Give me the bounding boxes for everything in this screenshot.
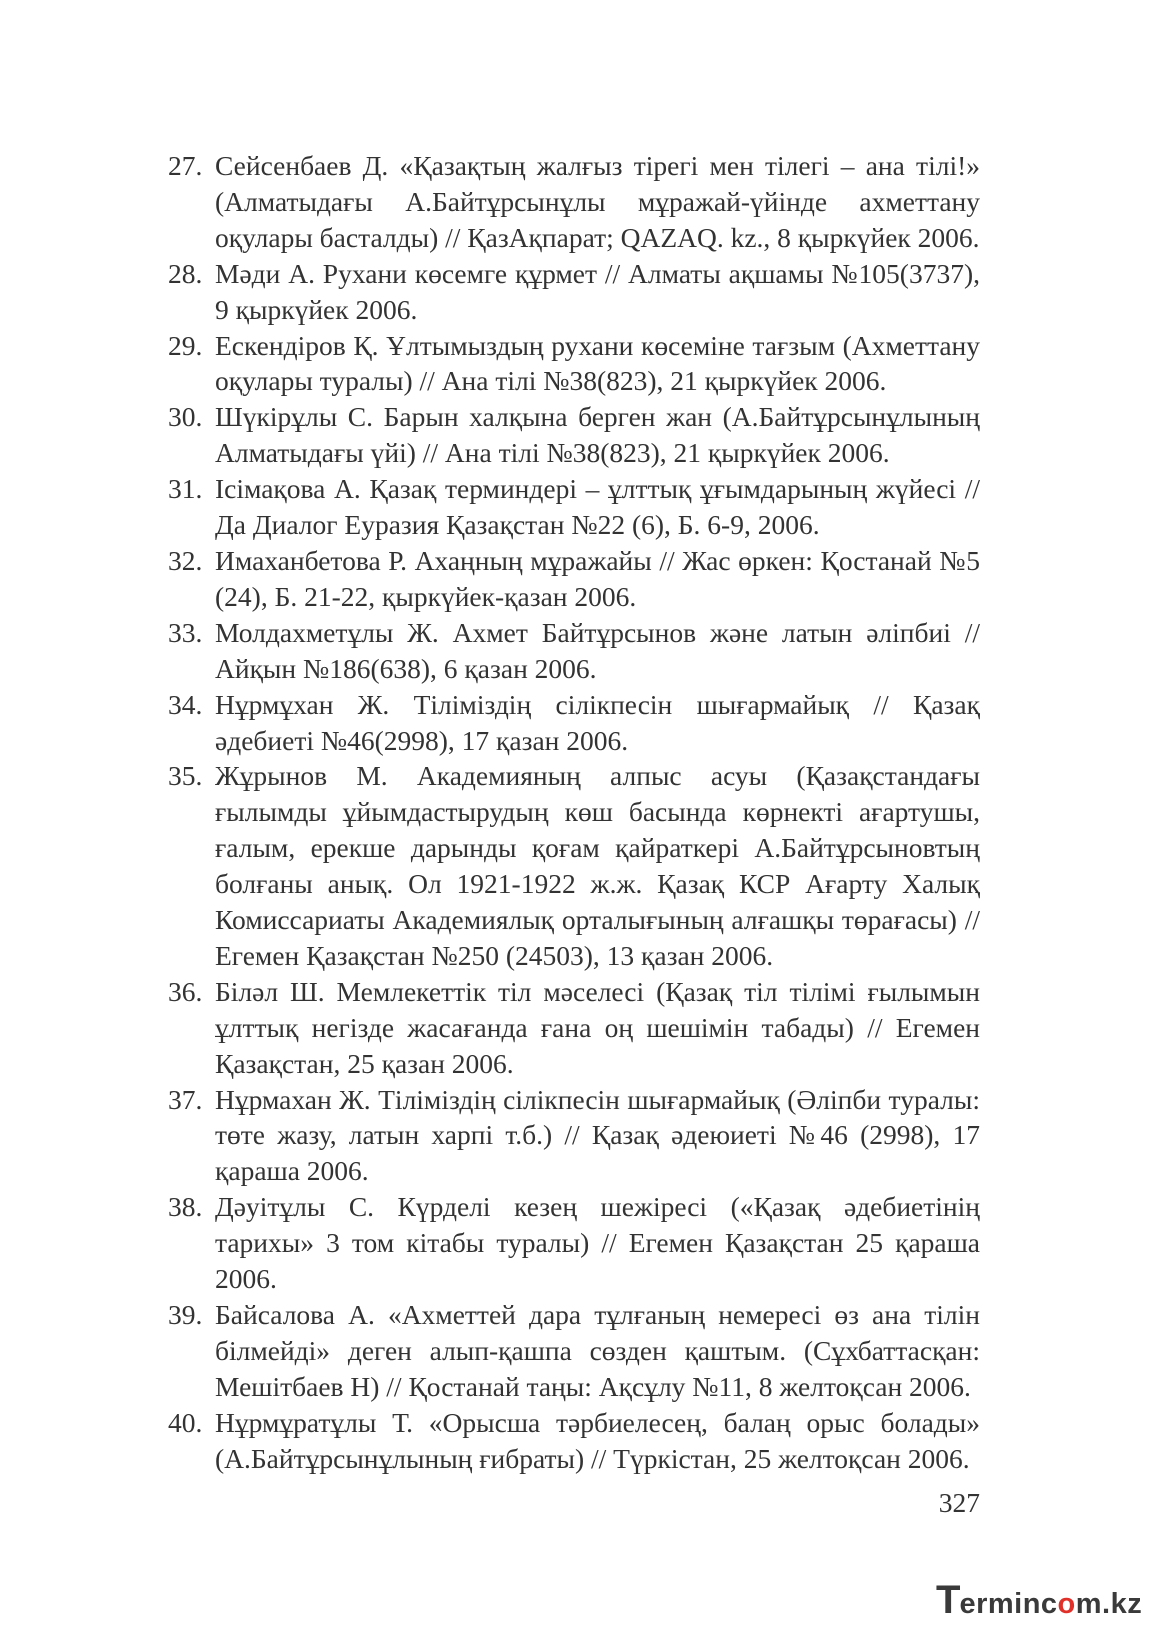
termincom-watermark: [936, 1578, 1142, 1622]
watermark-end: m.kz: [1075, 1587, 1143, 1620]
watermark-dot: o: [1057, 1587, 1076, 1620]
entry-number: 40.: [168, 1406, 203, 1438]
bibliography-entry: [168, 543, 980, 615]
entry-text: Сейсенбаев Д. «Қазақтың жалғыз тірегі мен тілегі – ана тілі!» (Алматыдағы А.Байтұрсынұлы мұражай-үйінде ахметтану оқулары басталды) // ҚазАқпарат; QAZAQ. kz., 8 қыркүйек 2006.: [215, 150, 980, 253]
entry-number: 27.: [168, 150, 203, 181]
termincom-logo: [936, 1578, 1142, 1623]
bibliography-entry: [168, 615, 980, 687]
bibliography-entry: [168, 758, 980, 973]
entry-text: Дәуітұлы С. Күрделі кезең шежіресі («Қазақ әдебиетінің тарихы» 3 том кітабы туралы) // Егемен Қазақстан 25 қараша 2006.: [215, 1191, 980, 1295]
entry-number: 33.: [168, 616, 203, 648]
entry-number: 34.: [168, 688, 203, 720]
bibliography-entry: [168, 256, 980, 328]
entry-text: Біләл Ш. Мемлекеттік тіл мәселесі (Қазақ тіл тілімі ғылымын ұлттық негізде жасағанда ғана оң шешімін табады) // Егемен Қазақстан, 25 қазан 2006.: [215, 975, 980, 1079]
entry-text: Ісімақова А. Қазақ терминдері – ұлттық ұғымдарының жүйесі // Да Диалог Еуразия Қазақстан №22 (6), Б. 6-9, 2006.: [215, 473, 980, 541]
entry-number: 36.: [168, 975, 203, 1007]
bibliography-entry: [168, 148, 980, 256]
entry-number: 29.: [168, 329, 203, 361]
bibliography-entry: [168, 471, 980, 543]
watermark-first-letter: T: [936, 1577, 960, 1622]
entry-text: Нұрмұратұлы Т. «Орысша тәрбиелесең, балаң орыс болады» (А.Байтұрсынұлының ғибраты) // Түркістан, 25 желтоқсан 2006.: [215, 1406, 980, 1474]
bibliography-entry: [168, 687, 980, 759]
entry-number: 28.: [168, 257, 203, 289]
entry-number: 30.: [168, 401, 203, 433]
entry-text: Молдахметұлы Ж. Ахмет Байтұрсынов және латын әліпбиі // Айқын №186(638), 6 қазан 2006.: [215, 616, 980, 684]
bibliography-entry: [168, 328, 980, 400]
bibliography-entry: [168, 1405, 980, 1477]
page-number: 327: [938, 1487, 980, 1518]
entry-text: Нұрмахан Ж. Тіліміздің сілікпесін шығармайық (Әліпби туралы: төте жазу, латын харпі т.б.) // Қазақ әдеюиеті №46 (2998), 17 қараша 2006.: [215, 1083, 980, 1187]
entry-text: Шүкірұлы С. Барын халқына берген жан (А.Байтұрсынұлының Алматыдағы үйі) // Ана тілі №38(823), 21 қыркүйек 2006.: [215, 401, 980, 469]
entry-number: 32.: [168, 544, 203, 576]
entry-text: Имаханбетова Р. Ахаңның мұражайы // Жас өркен: Қостанай №5 (24), Б. 21-22, қыркүйек-қазан 2006.: [215, 544, 980, 612]
entry-number: 35.: [168, 760, 203, 792]
bibliography-entry: [168, 974, 980, 1082]
bibliography-entry: [168, 399, 980, 471]
watermark-middle: erminc: [959, 1587, 1058, 1620]
entry-text: Нұрмұхан Ж. Тіліміздің сілікпесін шығармайық // Қазақ әдебиеті №46(2998), 17 қазан 2006.: [215, 688, 980, 756]
entry-number: 38.: [168, 1191, 203, 1223]
entry-text: Байсалова А. «Ахметтей дара тұлғаның немересі өз ана тілін білмейді» деген алып-қашпа сөзден қаштым. (Сұхбаттасқан: Мешітбаев Н) // Қостанай таңы: Ақсұлу №11, 8 желтоқсан 2006.: [215, 1299, 980, 1402]
bibliography-entry: [168, 1082, 980, 1190]
entry-number: 31.: [168, 473, 203, 505]
entry-number: 37.: [168, 1083, 203, 1115]
bibliography-list: [168, 148, 980, 1477]
entry-text: Мәди А. Рухани көсемге құрмет // Алматы ақшамы №105(3737), 9 қыркүйек 2006.: [215, 257, 980, 325]
bibliography-entry: [168, 1297, 980, 1405]
entry-number: 39.: [168, 1299, 203, 1330]
entry-text: Жұрынов М. Академияның алпыс асуы (Қазақстандағы ғылымды ұйымдастырудың көш басында көрнекті ағартушы, ғалым, ерекше дарынды қоғам қайраткері А.Байтұрсыновтың болғаны анық. Ол 1921-1922 ж.ж. Қазақ КСР Ағарту Халық Комиссариаты Академиялық орталығының алғашқы төрағасы) // Егемен Қазақстан №250 (24503), 13 қазан 2006.: [215, 760, 980, 971]
entry-text: Ескендіров Қ. Ұлтымыздың рухани көсеміне тағзым (Ахметтану оқулары туралы) // Ана тілі №38(823), 21 қыркүйек 2006.: [215, 329, 980, 397]
bibliography-entry: [168, 1189, 980, 1297]
